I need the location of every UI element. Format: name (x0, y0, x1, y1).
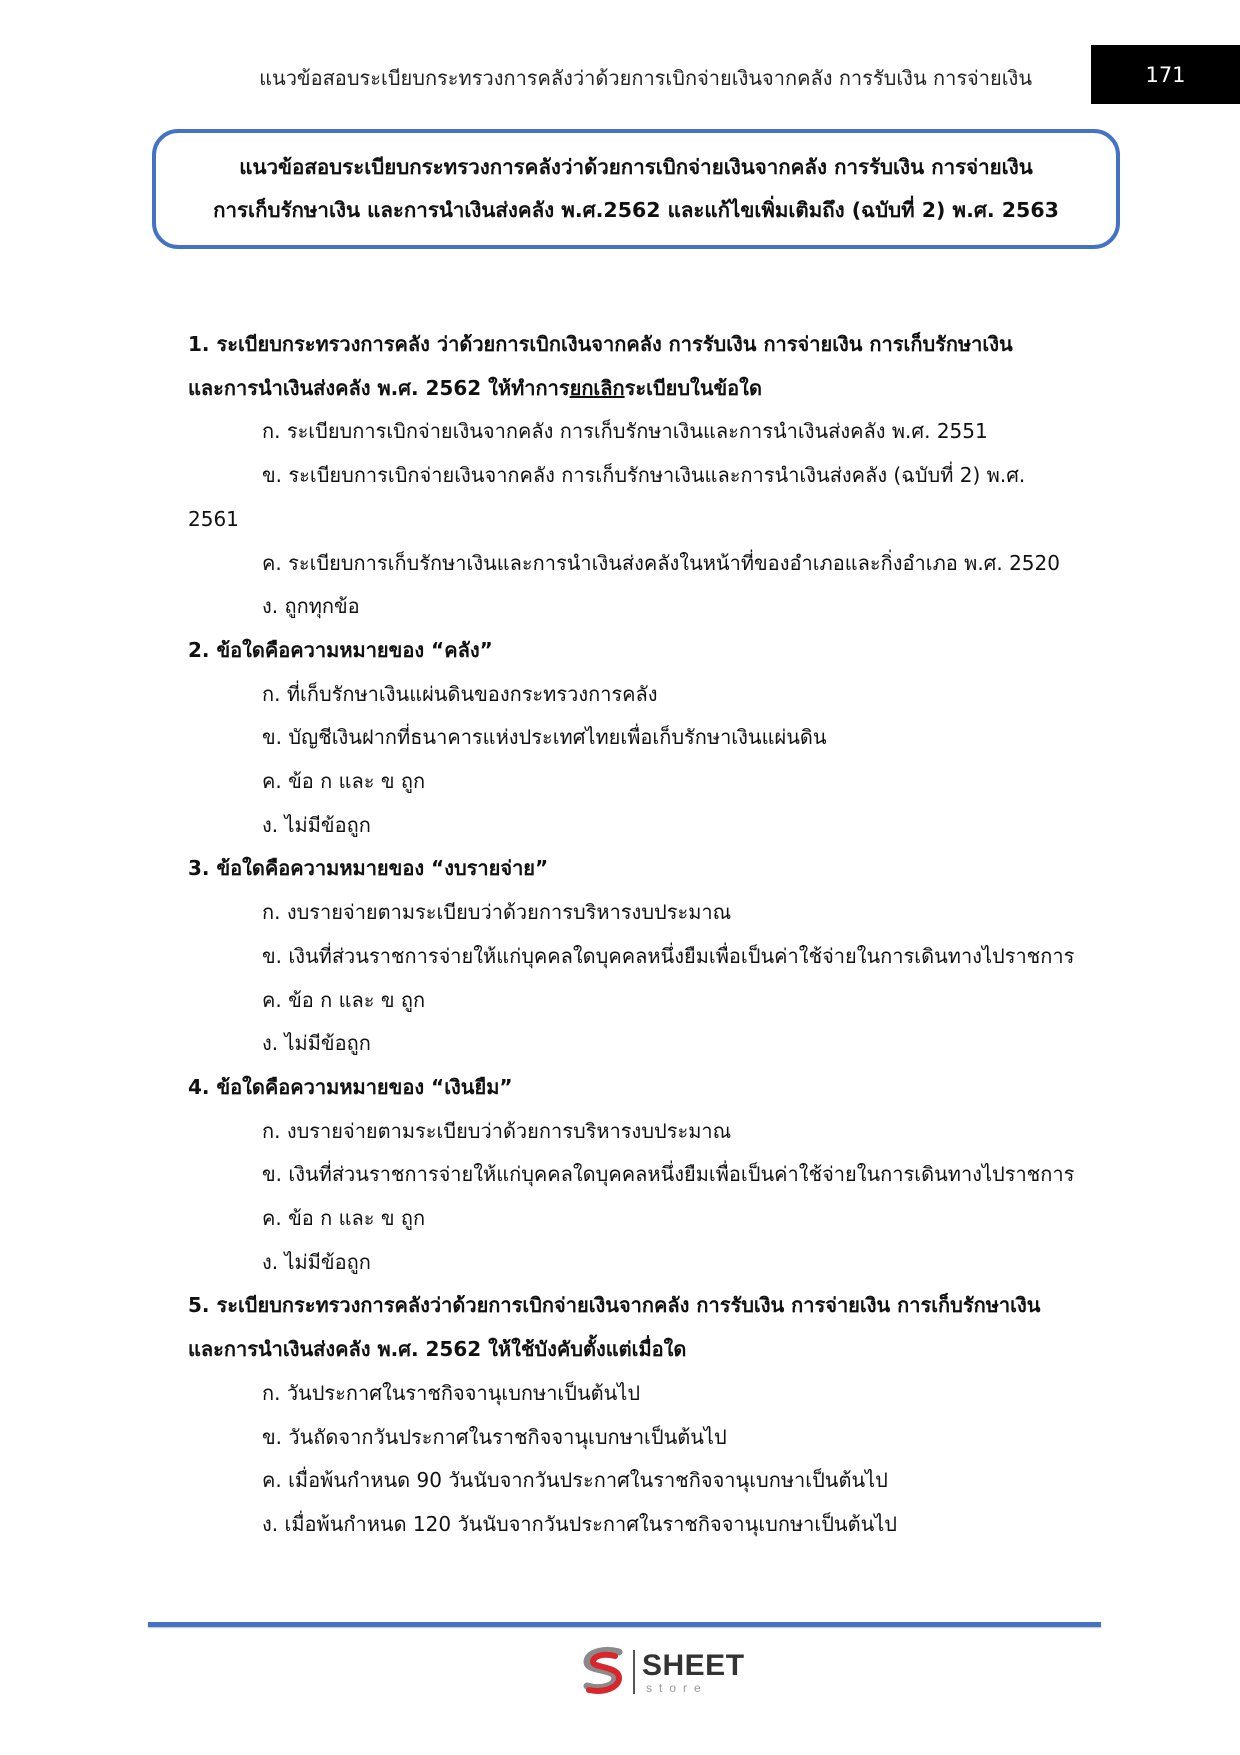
title-line-2: การเก็บรักษาเงิน และการนำเงินส่งคลัง พ.ศ.2562 และแก้ไขเพิ่มเติมถึง (ฉบับที่ 2) พ.ศ. 2563 (213, 198, 1059, 222)
question-4-option-c: ค. ข้อ ก และ ข ถูก (262, 1206, 426, 1231)
question-1-text-after: ระเบียบในข้อใด (624, 375, 762, 400)
footer-divider-line (148, 1622, 1101, 1627)
question-1-line-1: 1. ระเบียบกระทรวงการคลัง ว่าด้วยการเบิกเงินจากคลัง การรับเงิน การจ่ายเงิน การเก็บรักษาเงิน (188, 332, 1013, 356)
question-4-option-b: ข. เงินที่ส่วนราชการจ่ายให้แก่บุคคลใดบุคคลหนึ่งยืมเพื่อเป็นค่าใช้จ่ายในการเดินทางไปราชการ (262, 1162, 1075, 1187)
question-1-line-2 (188, 367, 1118, 411)
running-header-title: แนวข้อสอบระเบียบกระทรวงการคลังว่าด้วยการเบิกจ่ายเงินจากคลัง การรับเงิน การจ่ายเงิน (259, 66, 1032, 90)
question-4-option-a: ก. งบรายจ่ายตามระเบียบว่าด้วยการบริหารงบประมาณ (262, 1118, 732, 1143)
question-2-option-b: ข. บัญชีเงินฝากที่ธนาคารแห่งประเทศไทยเพื่อเก็บรักษาเงินแผ่นดิน (262, 725, 827, 750)
question-5-line-2: และการนำเงินส่งคลัง พ.ศ. 2562 ให้ใช้บังคับตั้งแต่เมื่อใด (188, 1337, 687, 1362)
question-1-text-before: และการนำเงินส่งคลัง พ.ศ. 2562 ให้ทำการ (188, 375, 570, 400)
question-5-option-d: ง. เมื่อพ้นกำหนด 120 วันนับจากวันประกาศในราชกิจจานุเบกษาเป็นต้นไป (262, 1511, 897, 1536)
question-2-option-d: ง. ไม่มีข้อถูก (262, 812, 371, 837)
question-1-option-b-continued: 2561 (188, 506, 239, 531)
page-number: 171 (1091, 45, 1240, 104)
question-list (188, 323, 1118, 1547)
question-1-option-c: ค. ระเบียบการเก็บรักษาเงินและการนำเงินส่งคลังในหน้าที่ของอำเภอและกิ่งอำเภอ พ.ศ. 2520 (262, 550, 1060, 575)
question-5-option-a: ก. วันประกาศในราชกิจจานุเบกษาเป็นต้นไป (262, 1380, 641, 1405)
question-2-option-c: ค. ข้อ ก และ ข ถูก (262, 769, 426, 794)
question-3-option-a: ก. งบรายจ่ายตามระเบียบว่าด้วยการบริหารงบประมาณ (262, 900, 732, 925)
question-1-option-b: ข. ระเบียบการเบิกจ่ายเงินจากคลัง การเก็บรักษาเงินและการนำเงินส่งคลัง (ฉบับที่ 2) พ.ศ. (262, 463, 1026, 488)
title-line-1: แนวข้อสอบระเบียบกระทรวงการคลังว่าด้วยการเบิกจ่ายเงินจากคลัง การรับเงิน การจ่ายเงิน (239, 155, 1033, 179)
question-1-option-a: ก. ระเบียบการเบิกจ่ายเงินจากคลัง การเก็บรักษาเงินและการนำเงินส่งคลัง พ.ศ. 2551 (262, 419, 988, 444)
question-4-line-1: 4. ข้อใดคือความหมายของ “เงินยืม” (188, 1074, 513, 1099)
question-2-line-1: 2. ข้อใดคือความหมายของ “คลัง” (188, 637, 493, 662)
question-3-option-c: ค. ข้อ ก และ ข ถูก (262, 987, 426, 1012)
logo-divider (633, 1650, 635, 1694)
question-3-line-1: 3. ข้อใดคือความหมายของ “งบรายจ่าย” (188, 856, 549, 881)
question-2-option-a: ก. ที่เก็บรักษาเงินแผ่นดินของกระทรวงการคลัง (262, 681, 658, 706)
logo-name: SHEET (642, 1649, 745, 1682)
question-3-option-b: ข. เงินที่ส่วนราชการจ่ายให้แก่บุคคลใดบุคคลหนึ่งยืมเพื่อเป็นค่าใช้จ่ายในการเดินทางไปราชการ (262, 943, 1075, 968)
question-5-option-c: ค. เมื่อพ้นกำหนด 90 วันนับจากวันประกาศในราชกิจจานุเบกษาเป็นต้นไป (262, 1468, 888, 1493)
question-5-option-b: ข. วันถัดจากวันประกาศในราชกิจจานุเบกษาเป็นต้นไป (262, 1424, 727, 1449)
question-4-option-d: ง. ไม่มีข้อถูก (262, 1249, 371, 1274)
question-5-line-1: 5. ระเบียบกระทรวงการคลังว่าด้วยการเบิกจ่ายเงินจากคลัง การรับเงิน การจ่ายเงิน การเก็บรักษาเงิน (188, 1293, 1041, 1318)
title-box (152, 129, 1120, 249)
question-1-option-d: ง. ถูกทุกข้อ (262, 594, 360, 619)
question-1-underlined-word: ยกเลิก (569, 375, 625, 400)
question-3-option-d: ง. ไม่มีข้อถูก (262, 1031, 371, 1056)
logo-subtext: store (646, 1681, 708, 1695)
sheetstore-s-logo-icon (575, 1646, 635, 1696)
